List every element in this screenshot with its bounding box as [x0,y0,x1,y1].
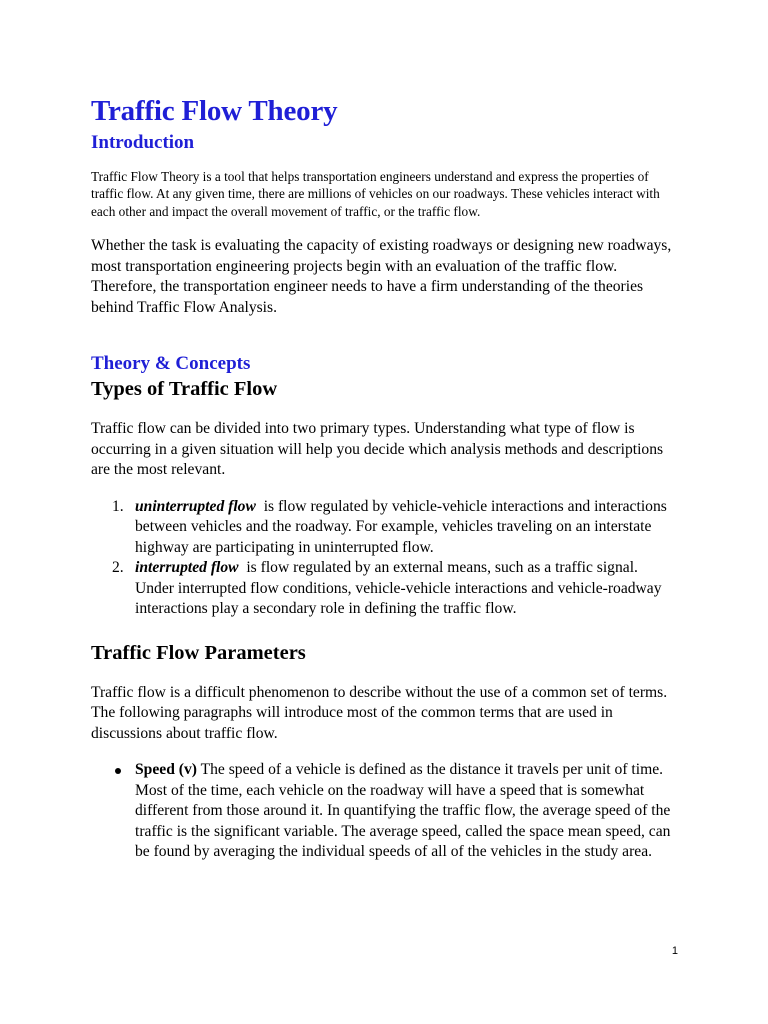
list-item-text: is flow regulated by vehicle-vehicle interactions and interactions between vehicles and the roadway. For example, vehicles traveling on an interstate highway are participating in uninterrupted flow. [135,497,671,556]
document-title: Traffic Flow Theory [91,95,338,127]
list-item [91,497,680,559]
intro-paragraph: Whether the task is evaluating the capacity of existing roadways or designing new roadways, most transportation engineering projects begin with an evaluation of the traffic flow. Therefore, the transportation engineer needs to have a firm understanding of the theories behind Traffic Flow Analysis. [91,237,672,316]
page-number: 1 [671,945,678,957]
types-of-traffic-flow-heading: Types of Traffic Flow [91,378,278,401]
flow-types-list [91,497,680,620]
traffic-flow-parameters-heading: Traffic Flow Parameters [91,641,306,664]
intro-small-paragraph: Traffic Flow Theory is a tool that helps transportation engineers understand and express the properties of traffic flow. At any given time, there are millions of vehicles on our roadways. These vehicles interact with each other and impact the overall movement of traffic, or the traffic flow. [91,169,660,219]
term-uninterrupted-flow: uninterrupted flow [135,497,256,515]
parameters-paragraph: Traffic flow is a difficult phenomenon to describe without the use of a common set of terms. The following paragraphs will introduce most of the common terms that are used in discussions about traffic flow. [91,683,668,742]
term-speed: Speed (v) [135,761,197,779]
term-interrupted-flow: interrupted flow [135,559,239,577]
bullet-icon [115,768,121,774]
list-number: 1. [112,497,124,515]
list-item [91,760,680,863]
parameters-list [91,760,680,863]
list-item-text: The speed of a vehicle is defined as the distance it travels per unit of time. Most of the time, each vehicle on the roadway will have a speed that is somewhat different from those around it. In quantifying the traffic flow, the average speed of the traffic is the significant variable. The average speed, called the space mean speed, can be found by averaging the individual speeds of all of the vehicles in the study area. [135,761,671,861]
theory-concepts-heading: Theory & Concepts [91,353,251,375]
types-paragraph: Traffic flow can be divided into two primary types. Understanding what type of flow is occurring in a given situation will help you decide which analysis methods and descriptions are the most relevant. [91,420,664,479]
introduction-heading: Introduction [91,132,195,153]
list-number: 2. [112,559,124,577]
list-item-text: is flow regulated by an external means, such as a traffic signal. Under interrupted flow conditions, vehicle-vehicle interactions and vehicle-roadway interactions play a secondary role in defining the traffic flow. [135,559,666,618]
list-item [91,558,680,620]
